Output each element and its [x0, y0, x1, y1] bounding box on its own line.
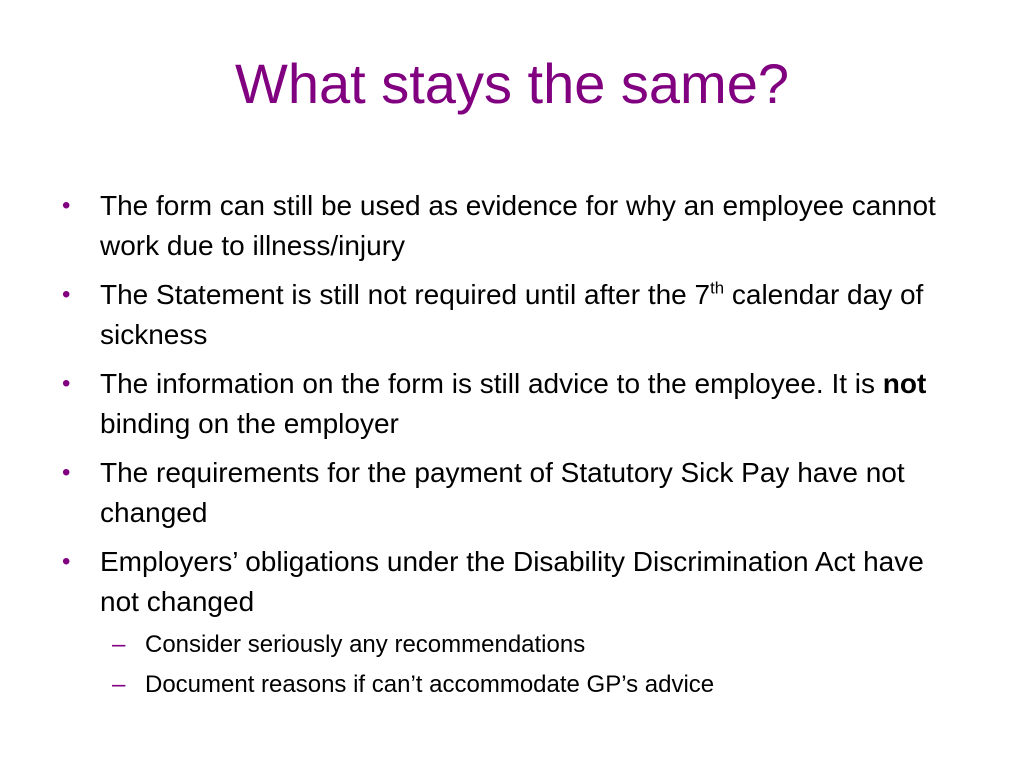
dash-marker-icon: –: [112, 631, 126, 658]
bullet-text-before: The Statement is still not required until after the 7: [100, 279, 711, 310]
bullet-text: The requirements for the payment of Statutory Sick Pay have not changed: [100, 457, 905, 528]
bullet-text-after: calendar day of sickness: [100, 279, 924, 350]
bullet-marker-icon: •: [62, 281, 71, 308]
dash-marker-icon: –: [112, 671, 126, 698]
bullet-text: The form can still be used as evidence for why an employee cannot work due to illness/injury: [100, 190, 936, 261]
bullet-list: [58, 186, 968, 711]
bullet-item-advice: [58, 364, 968, 444]
slide-title: What stays the same?: [234, 52, 789, 115]
emphasis-not: not: [882, 368, 927, 399]
sub-bullet-item-document-reasons: [100, 668, 968, 702]
bullet-text-before: The information on the form is still advice to the employee. It is: [100, 368, 883, 399]
bullet-item-ssp: [58, 453, 968, 533]
sub-bullet-list: [100, 628, 968, 702]
bullet-marker-icon: •: [62, 459, 71, 486]
sub-bullet-text: Document reasons if can’t accommodate GP’s advice: [145, 671, 715, 698]
bullet-marker-icon: •: [62, 548, 71, 575]
bullet-item-dda: [58, 542, 968, 702]
ordinal-superscript: th: [710, 278, 725, 298]
bullet-text: Employers’ obligations under the Disability Discrimination Act have not changed: [100, 546, 924, 617]
bullet-item-evidence: [58, 186, 968, 266]
sub-bullet-item-recommendations: [100, 628, 968, 662]
bullet-marker-icon: •: [62, 192, 71, 219]
sub-bullet-text: Consider seriously any recommendations: [145, 631, 586, 658]
bullet-text-after: binding on the employer: [100, 408, 399, 439]
bullet-marker-icon: •: [62, 370, 71, 397]
bullet-item-statement: [58, 275, 968, 355]
